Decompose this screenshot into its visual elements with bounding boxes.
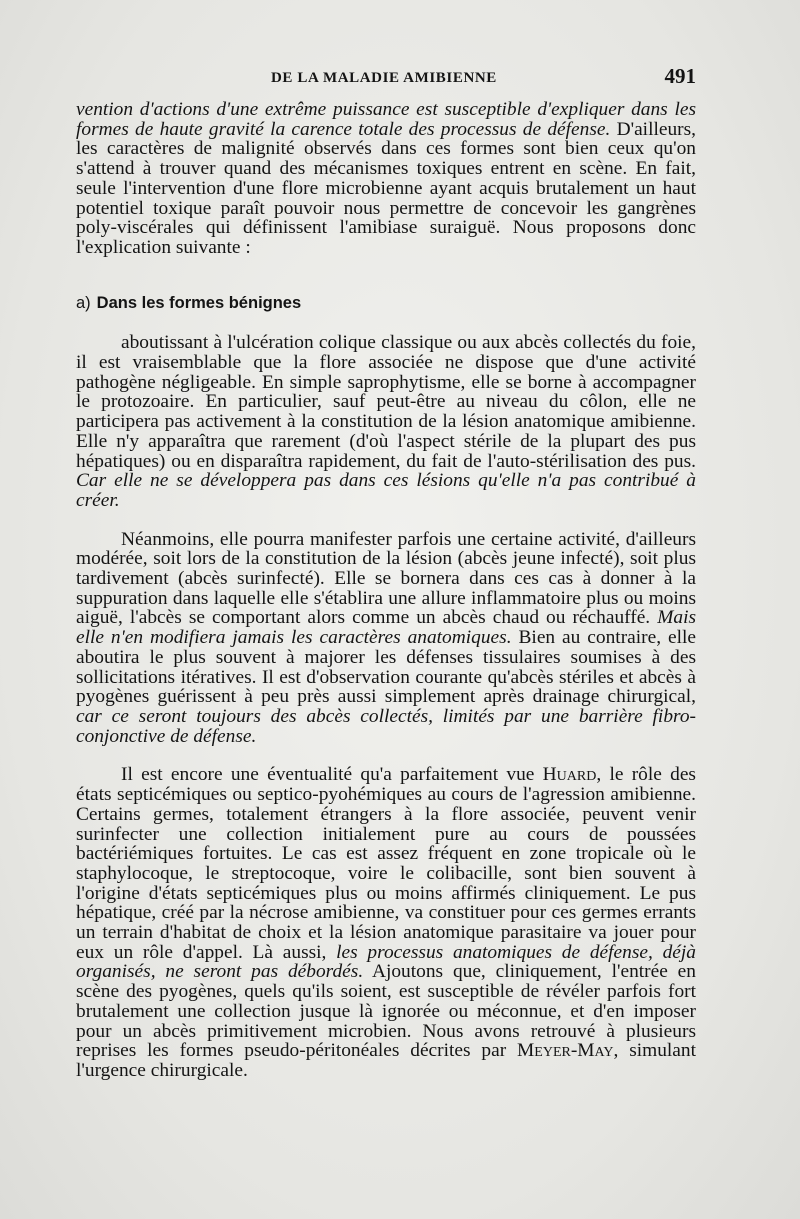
paragraph-text: aboutissant à l'ulcération colique classique ou aux abcès collectés du foie, il est vraisemblable que la flore associée ne dispose que d'une activité pathogène négligeable. En simple saprophytisme, elle se borne à accompagner le protozoaire. En particulier, sauf peut-être au niveau du côlon, elle ne participera pas activement à la constitution de la lésion anatomique amibienne. Elle n'y apparaîtra que rarement (d'où l'aspect stérile de la plupart des pus hépatiques) ou en disparaîtra rapidement, du fait de l'auto-stérilisation des pus. [76, 332, 696, 472]
paragraph-3 [76, 530, 696, 747]
author-name: Huard [542, 764, 597, 786]
italic-passage: Mais elle n'en modifiera jamais les caractères anatomiques. [76, 607, 697, 649]
paragraph-text: Bien au contraire, elle aboutira le plus souvent à majorer les défenses tissulaires soumises à des sollicitations itératives. Il est d'observation courante qu'abcès stériles et abcès à pyogènes guérissent à peu près aussi simplement après drainage chirurgical, [76, 627, 696, 708]
paragraph-2 [76, 333, 696, 510]
paragraph-1 [76, 100, 696, 258]
italic-passage: car ce seront toujours des abcès collectés, limités par une barrière fibro-conjonctive de défense. [76, 705, 696, 747]
author-name: Meyer-May [517, 1040, 614, 1062]
paragraph-text: , le rôle des états septicémiques ou septico-pyohémiques au cours de l'agression amibienne. Certains germes, totalement étrangers à la flore associée, peuvent venir surinfecter une collection initialement pure au cours de poussées bactériémiques fortuites. Le cas est assez fréquent en zone tropicale où le staphylocoque, le streptocoque, voire le colibacille, sont bien souvent à l'origine d'états septicémiques plus ou moins affirmés cliniquement. Le pus hépatique, créé par la nécrose amibienne, va constituer pour ces germes errants un terrain d'habitat de choix et la lésion anatomique parasitaire va jouer pour eux un rôle d'appel. Là aussi, [76, 764, 696, 963]
section-heading-a [76, 294, 696, 314]
paragraph-text: , simulant l'urgence chirurgicale. [76, 1040, 696, 1081]
running-title: DE LA MALADIE AMIBIENNE [271, 70, 497, 86]
page-number: 491 [664, 64, 696, 88]
paragraph-text: Il est encore une éventualité qu'a parfaitement vue [121, 764, 535, 786]
paragraph-text: Néanmoins, elle pourra manifester parfois une certaine activité, d'ailleurs modérée, soit lors de la constitution de la lésion (abcès jeune infecté), soit plus tardivement (abcès surinfecté). Elle se bornera dans ces cas à donner à la suppuration dans laquelle elle s'établira une allure inflammatoire plus ou moins aiguë, l'abcès se comportant alors comme un abcès chaud ou réchauffé. [76, 528, 696, 629]
body-text [76, 100, 696, 1081]
section-marker: a) [76, 293, 91, 312]
italic-passage: vention d'actions d'une extrême puissance est susceptible d'expliquer dans les formes de haute gravité la carence totale des processus de défense. [76, 99, 696, 140]
paragraph-4 [76, 765, 696, 1080]
page-header [76, 62, 696, 92]
italic-passage: les processus anatomiques de défense, déjà organisés, ne seront pas débordés. [76, 941, 696, 983]
italic-passage: Car elle ne se développera pas dans ces lésions qu'elle n'a pas contribué à créer. [76, 470, 696, 511]
paragraph-text: Ajoutons que, cliniquement, l'entrée en scène des pyogènes, quels qu'ils soient, est susceptible de révéler parfois fort brutalement une collection jusque là ignorée ou méconnue, et d'en imposer pour un abcès primitivement microbien. Nous avons retrouvé à plusieurs reprises les formes pseudo-péritonéales décrites par [76, 961, 696, 1062]
paragraph-text: D'ailleurs, les caractères de malignité observés dans ces formes sont bien ceux qu'on s'attend à trouver quand des mécanismes toxiques entrent en scène. En fait, seule l'intervention d'une flore microbienne ayant acquis brutalement un haut potentiel toxique paraît pouvoir nous permettre de concevoir les gangrènes poly-viscérales qui définissent l'amibiase suraiguë. Nous proposons donc l'explication suivante : [76, 118, 696, 258]
section-title: Dans les formes bénignes [96, 293, 302, 312]
